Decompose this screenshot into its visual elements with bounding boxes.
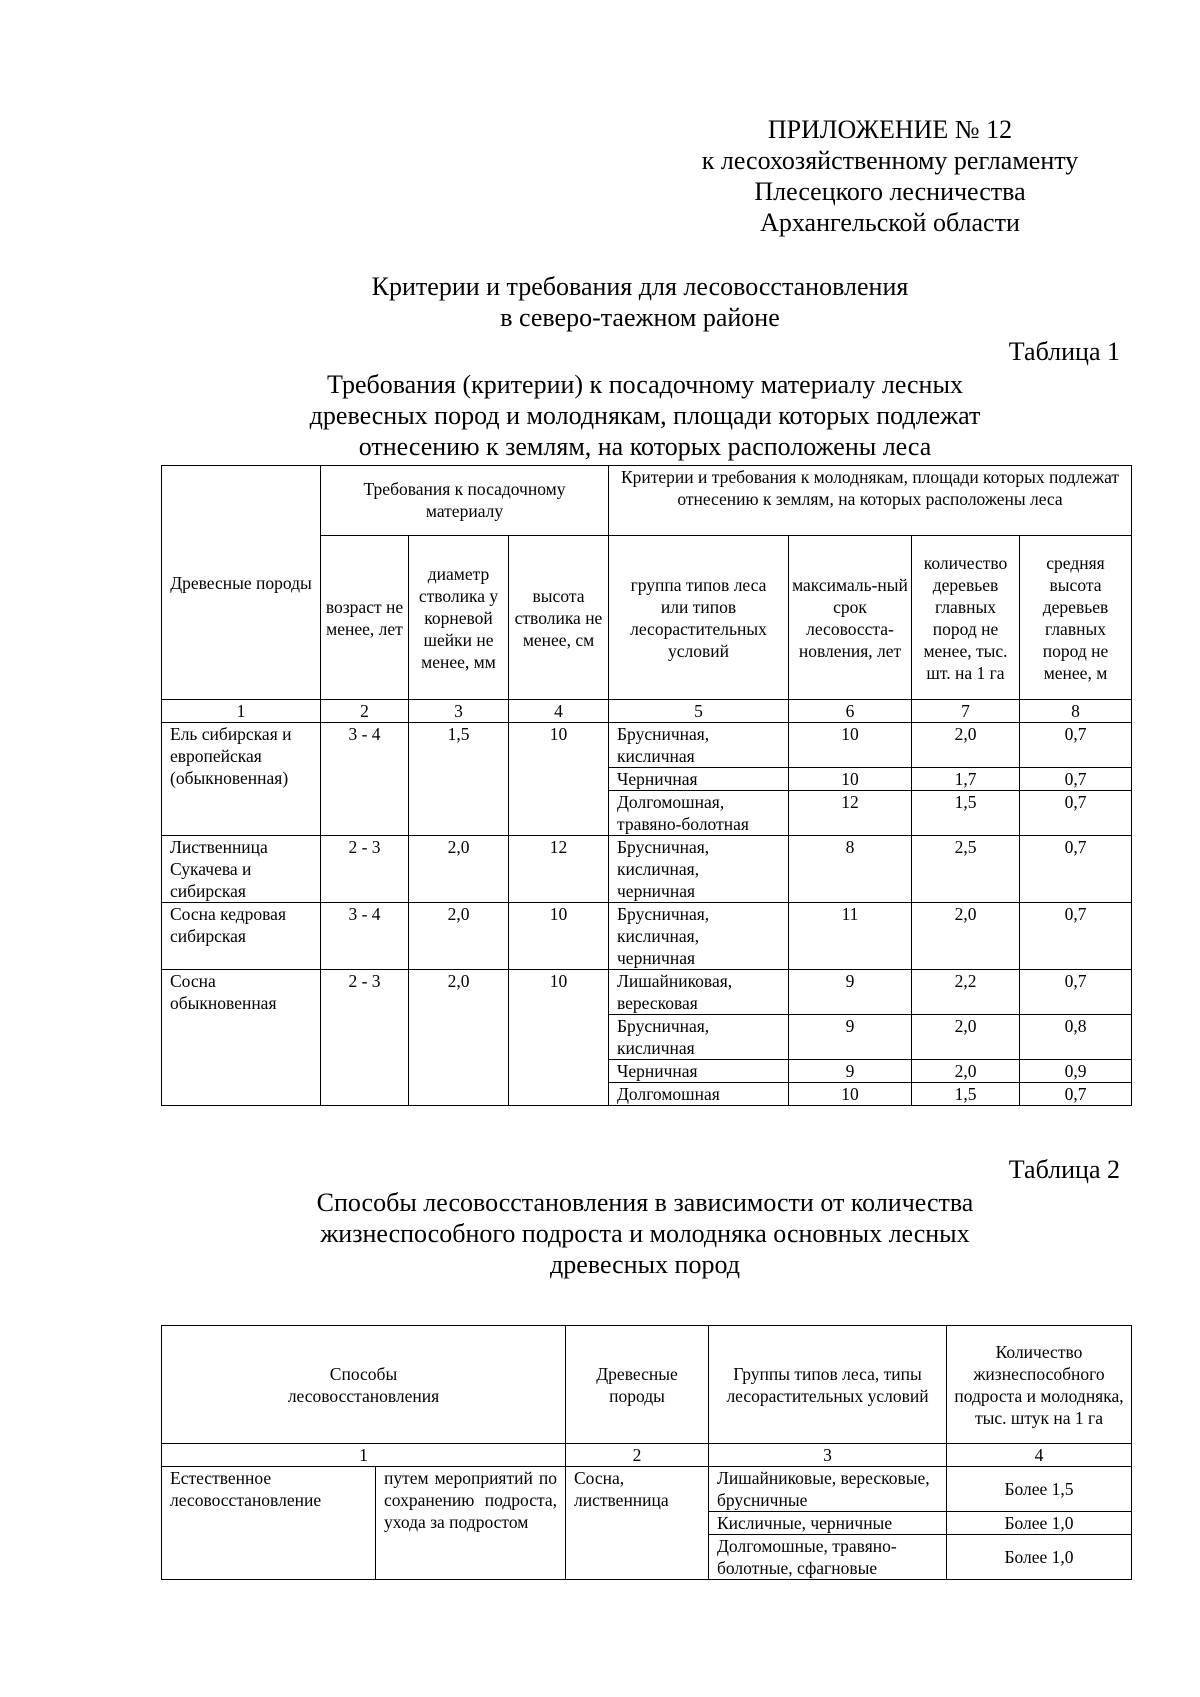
- diameter-cell: 2,0: [409, 970, 509, 1106]
- table1-title: [160, 369, 1130, 462]
- column-number: 4: [509, 700, 609, 723]
- tree-count-cell: 1,5: [912, 791, 1020, 836]
- table-row: [162, 1467, 1132, 1512]
- table2-label: Таблица 2: [1008, 1155, 1120, 1184]
- avg-height-cell: 0,7: [1020, 791, 1132, 836]
- column-number: 3: [709, 1444, 947, 1467]
- forest-type-cell: Брусничная, кисличная, черничная: [609, 903, 789, 970]
- table-row: [162, 970, 1132, 1015]
- appendix-line: к лесохозяйственному регламенту: [701, 146, 1079, 175]
- column-number: 1: [162, 700, 321, 723]
- appendix-line: Плесецкого лесничества: [754, 177, 1026, 206]
- column-number: 7: [912, 700, 1020, 723]
- column-number: 5: [609, 700, 789, 723]
- max-term-cell: 10: [789, 1083, 912, 1106]
- header-quantity: Количество жизнеспособного подроста и молодняка, тыс. штук на 1 га: [947, 1326, 1132, 1444]
- species-cell: Сосна, лиственница: [566, 1467, 709, 1580]
- species-cell: Лиственница Сукачева и сибирская: [162, 836, 321, 903]
- tree-count-cell: 2,2: [912, 970, 1020, 1015]
- age-cell: 3 - 4: [321, 723, 409, 836]
- age-cell: 2 - 3: [321, 970, 409, 1106]
- column-number: 8: [1020, 700, 1132, 723]
- forest-type-cell: Брусничная, кисличная, черничная: [609, 836, 789, 903]
- tree-count-cell: 1,5: [912, 1083, 1020, 1106]
- avg-height-cell: 0,7: [1020, 903, 1132, 970]
- header-methods: Способы лесовосстановления: [162, 1326, 566, 1444]
- forest-type-cell: Лишайниковые, вересковые, брусничные: [709, 1467, 947, 1512]
- submethod-cell: путем мероприятий по сохранению подроста, ухода за подростом: [376, 1467, 566, 1580]
- forest-type-cell: Лишайниковая, вересковая: [609, 970, 789, 1015]
- forest-type-cell: Черничная: [609, 1060, 789, 1083]
- appendix-line: Архангельской области: [760, 208, 1020, 237]
- appendix-header: [660, 114, 1120, 238]
- column-number: 2: [321, 700, 409, 723]
- table2-title-line: древесных пород: [550, 1250, 740, 1279]
- forest-type-cell: Брусничная, кисличная: [609, 1015, 789, 1060]
- height-cell: 10: [509, 970, 609, 1106]
- forest-type-cell: Долгомошная: [609, 1083, 789, 1106]
- column-number: 6: [789, 700, 912, 723]
- table1-title-line: Требования (критерии) к посадочному материалу лесных: [327, 370, 963, 399]
- tree-count-cell: 2,5: [912, 836, 1020, 903]
- max-term-cell: 11: [789, 903, 912, 970]
- height-cell: 12: [509, 836, 609, 903]
- header-age: возраст не менее, лет: [321, 536, 409, 700]
- max-term-cell: 9: [789, 1015, 912, 1060]
- age-cell: 3 - 4: [321, 903, 409, 970]
- max-term-cell: 10: [789, 723, 912, 768]
- height-cell: 10: [509, 903, 609, 970]
- header-tree-count: количество деревьев главных пород не менее, тыс. шт. на 1 га: [912, 536, 1020, 700]
- table-row: [162, 903, 1132, 970]
- quantity-cell: Более 1,0: [947, 1512, 1132, 1535]
- column-number: 4: [947, 1444, 1132, 1467]
- appendix-title: ПРИЛОЖЕНИЕ № 12: [767, 115, 1013, 144]
- max-term-cell: 8: [789, 836, 912, 903]
- header-species: Древесные породы: [162, 466, 321, 700]
- max-term-cell: 9: [789, 970, 912, 1015]
- method-cell: Естественное лесовосстановление: [162, 1467, 376, 1580]
- header-avg-height: средняя высота деревьев главных пород не менее, м: [1020, 536, 1132, 700]
- table2-title-line: жизнеспособного подроста и молодняка основных лесных: [320, 1219, 970, 1248]
- table1-title-line: отнесению к землям, на которых расположены леса: [358, 432, 932, 461]
- avg-height-cell: 0,7: [1020, 723, 1132, 768]
- header-young-stands: Критерии и требования к молоднякам, площади которых подлежат отнесению к землям, на которых расположены леса: [609, 466, 1132, 536]
- forest-type-cell: Долгомошные, травяно-болотные, сфагновые: [709, 1535, 947, 1580]
- forest-type-cell: Кисличные, черничные: [709, 1512, 947, 1535]
- max-term-cell: 12: [789, 791, 912, 836]
- table-row: [162, 836, 1132, 903]
- document-title: [240, 271, 1040, 333]
- tree-count-cell: 2,0: [912, 903, 1020, 970]
- diameter-cell: 1,5: [409, 723, 509, 836]
- column-number-row: [162, 1444, 1132, 1467]
- quantity-cell: Более 1,5: [947, 1467, 1132, 1512]
- document-title-line: в северо-таежном районе: [500, 303, 780, 332]
- forest-type-cell: Черничная: [609, 768, 789, 791]
- document-title-line: Критерии и требования для лесовосстановления: [371, 272, 909, 301]
- diameter-cell: 2,0: [409, 836, 509, 903]
- column-number: 1: [162, 1444, 566, 1467]
- table1: [161, 465, 1132, 1106]
- header-diameter: диаметр стволика у корневой шейки не менее, мм: [409, 536, 509, 700]
- avg-height-cell: 0,9: [1020, 1060, 1132, 1083]
- tree-count-cell: 2,0: [912, 1015, 1020, 1060]
- table1-label: Таблица 1: [1008, 337, 1120, 366]
- species-cell: Сосна кедровая сибирская: [162, 903, 321, 970]
- tree-count-cell: 1,7: [912, 768, 1020, 791]
- header-max-term: максималь-ный срок лесовосста-новления, лет: [789, 536, 912, 700]
- header-height: высота стволика не менее, см: [509, 536, 609, 700]
- age-cell: 2 - 3: [321, 836, 409, 903]
- table2: [161, 1325, 1132, 1580]
- column-number-row: [162, 700, 1132, 723]
- forest-type-cell: Брусничная, кисличная: [609, 723, 789, 768]
- table-row: [162, 723, 1132, 768]
- table2-title: [160, 1187, 1130, 1280]
- max-term-cell: 9: [789, 1060, 912, 1083]
- tree-count-cell: 2,0: [912, 1060, 1020, 1083]
- column-number: 2: [566, 1444, 709, 1467]
- avg-height-cell: 0,7: [1020, 1083, 1132, 1106]
- avg-height-cell: 0,7: [1020, 768, 1132, 791]
- max-term-cell: 10: [789, 768, 912, 791]
- header-forest-type: группа типов леса или типов лесорастительных условий: [609, 536, 789, 700]
- header-species: Древесные породы: [566, 1326, 709, 1444]
- table2-title-line: Способы лесовосстановления в зависимости от количества: [316, 1188, 974, 1217]
- species-cell: Сосна обыкновенная: [162, 970, 321, 1106]
- avg-height-cell: 0,7: [1020, 836, 1132, 903]
- column-number: 3: [409, 700, 509, 723]
- species-cell: Ель сибирская и европейская (обыкновенная): [162, 723, 321, 836]
- diameter-cell: 2,0: [409, 903, 509, 970]
- tree-count-cell: 2,0: [912, 723, 1020, 768]
- table1-title-line: древесных пород и молоднякам, площади которых подлежат: [309, 401, 981, 430]
- height-cell: 10: [509, 723, 609, 836]
- forest-type-cell: Долгомошная, травяно-болотная: [609, 791, 789, 836]
- header-forest-types: Группы типов леса, типы лесорастительных условий: [709, 1326, 947, 1444]
- quantity-cell: Более 1,0: [947, 1535, 1132, 1580]
- avg-height-cell: 0,7: [1020, 970, 1132, 1015]
- avg-height-cell: 0,8: [1020, 1015, 1132, 1060]
- header-planting-material: Требования к посадочному материалу: [321, 466, 609, 536]
